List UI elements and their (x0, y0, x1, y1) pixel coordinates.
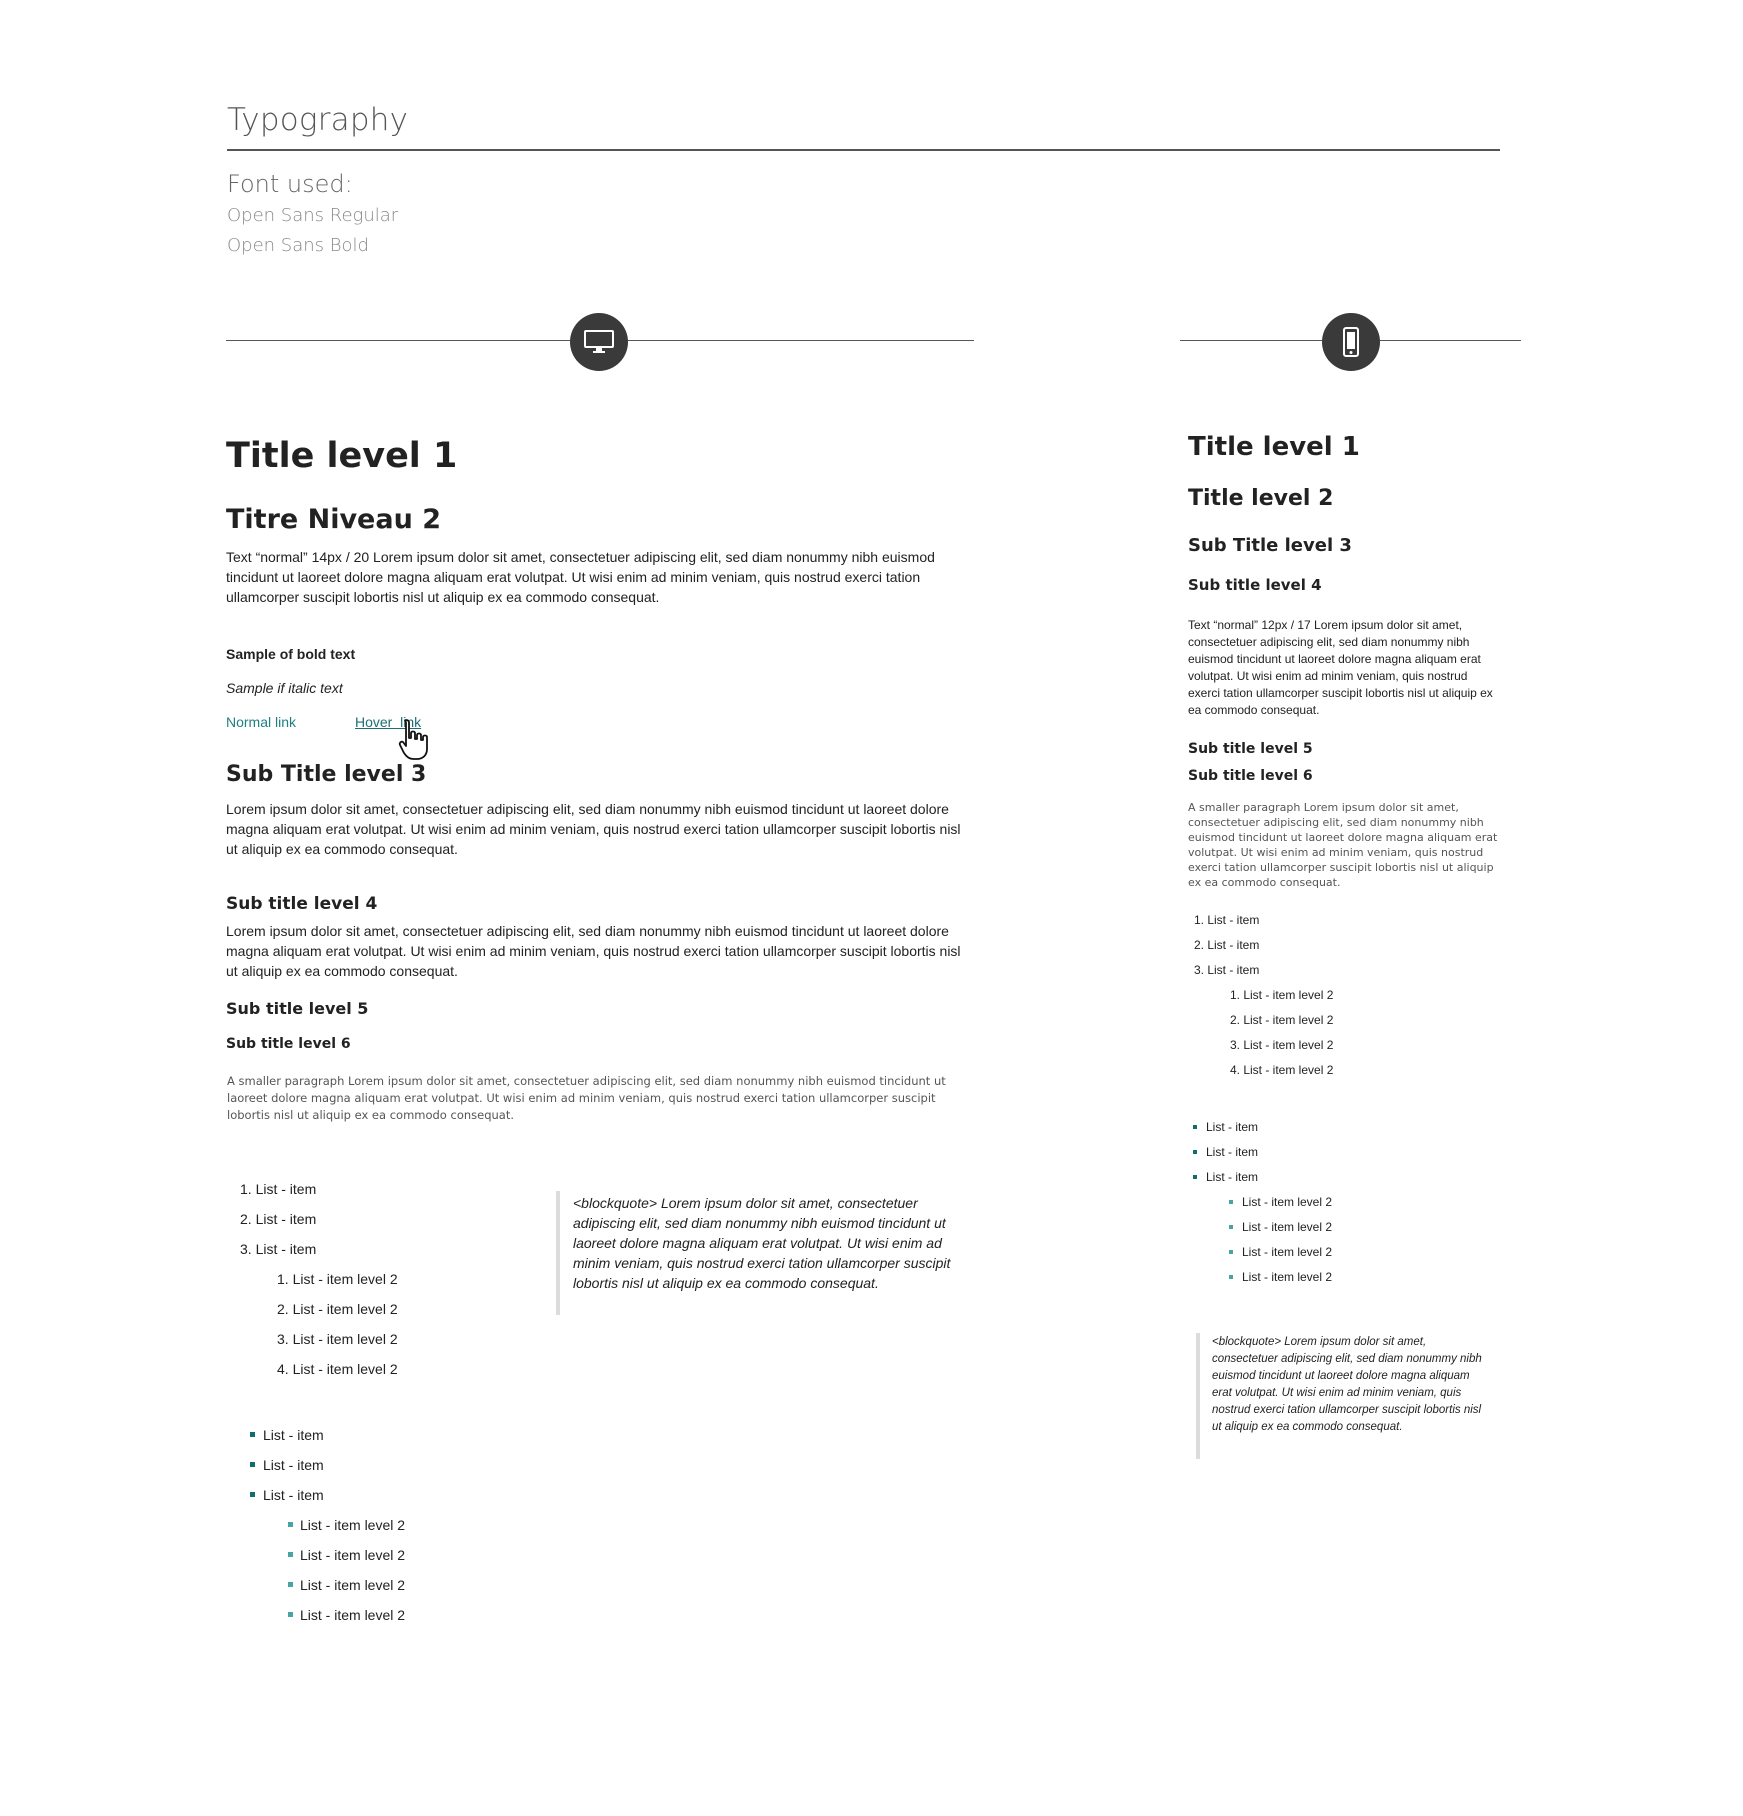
list-item-level-2: 4. List - item level 2 (1230, 1063, 1334, 1077)
list-item-level-2: List - item level 2 (1242, 1220, 1333, 1234)
list-item: List - item (263, 1427, 324, 1443)
list-item: List - item (1206, 1120, 1259, 1134)
desktop-blockquote: <blockquote> Lorem ipsum dolor sit amet, consectetuer adipiscing elit, sed diam nonummy nibh euismod tincidunt ut laoreet dolore magna aliquam erat volutpat. Ut wisi enim ad minim veniam, quis nostrud exerci tation ullamcorper suscipit lobortis nisl ut aliquip ex ea commodo consequat. (573, 1195, 951, 1291)
list-item-level-2: List - item level 2 (300, 1547, 406, 1563)
list-item: 1. List - item (240, 1181, 317, 1197)
smartphone-icon (1343, 327, 1359, 357)
list-item-level-2: List - item level 2 (300, 1577, 406, 1593)
desktop-sub-title-5: Sub title level 5 (226, 999, 369, 1018)
list-item: 2. List - item (1194, 938, 1260, 952)
mobile-sub-title-4: Sub title level 4 (1188, 576, 1322, 594)
bullet-icon (288, 1552, 293, 1557)
bullet-icon (250, 1492, 255, 1497)
desktop-sub-title-4: Sub title level 4 (226, 894, 378, 914)
bullet-icon (1193, 1125, 1197, 1129)
list-item: 1. List - item (1194, 913, 1260, 927)
desktop-bold-text: Sample of bold text (226, 646, 356, 662)
list-item-level-2: List - item level 2 (300, 1607, 406, 1623)
list-item: 3. List - item (1194, 963, 1260, 977)
bullet-icon (1193, 1150, 1197, 1154)
mobile-small-paragraph: A smaller paragraph Lorem ipsum dolor sit amet, consectetuer adipiscing elit, sed diam nonummy nibh euismod tincidunt ut laoreet dolore magna aliquam erat volutpat. Ut wisi enim ad minim veniam, quis nostrud exerci tation ullamcorper suscipit lobortis nisl ut aliquip ex ea commodo consequat. (1188, 801, 1498, 889)
mobile-title-level-1: Title level 1 (1188, 432, 1360, 462)
font-used-label: Font used: (227, 170, 353, 198)
desktop-monitor-icon (584, 330, 614, 354)
mobile-blockquote: <blockquote> Lorem ipsum dolor sit amet, consectetuer adipiscing elit, sed diam nonummy nibh euismod tincidunt ut laoreet dolore magna aliquam erat volutpat. Ut wisi enim ad minim veniam, quis nostrud exerci tation ullamcorper suscipit lobortis nisl ut aliquip ex ea commodo consequat. (1212, 1336, 1482, 1433)
desktop-title-level-1: Title level 1 (226, 436, 458, 476)
bullet-icon (288, 1612, 293, 1617)
mobile-sub-title-6: Sub title level 6 (1188, 768, 1313, 784)
list-item: 3. List - item (240, 1241, 317, 1257)
desktop-sub-title-6: Sub title level 6 (226, 1036, 351, 1052)
bullet-icon (288, 1582, 293, 1587)
list-item-level-2: List - item level 2 (1242, 1245, 1333, 1259)
desktop-title-level-2: Titre Niveau 2 (226, 504, 441, 535)
list-item-level-2: 2. List - item level 2 (277, 1301, 398, 1317)
bullet-icon (1193, 1175, 1197, 1179)
mobile-sub-title-5: Sub title level 5 (1188, 741, 1313, 757)
list-item-level-2: 2. List - item level 2 (1230, 1013, 1334, 1027)
bullet-icon (250, 1432, 255, 1437)
list-item-level-2: 1. List - item level 2 (1230, 988, 1334, 1002)
mobile-sub-title-3: Sub Title level 3 (1188, 535, 1352, 556)
bullet-icon (288, 1522, 293, 1527)
bullet-icon (1229, 1200, 1233, 1204)
desktop-blockquote-bar (556, 1191, 560, 1315)
mobile-normal-text: Text “normal” 12px / 17 Lorem ipsum dolor sit amet, consectetuer adipiscing elit, sed diam nonummy nibh euismod tincidunt ut laoreet dolore magna aliquam erat volutpat. Ut wisi enim ad minim veniam, quis nostrud exerci tation ullamcorper suscipit lobortis nisl ut aliquip ex ea commodo consequat. (1188, 618, 1493, 717)
mobile-title-level-2: Title level 2 (1188, 486, 1334, 511)
desktop-paragraph-4: Lorem ipsum dolor sit amet, consectetuer adipiscing elit, sed diam nonummy nibh euismod tincidunt ut laoreet dolore magna aliquam erat volutpat. Ut wisi enim ad minim veniam, quis nostrud exerci tation ullamcorper suscipit lobortis nisl ut aliquip ex ea commodo consequat. (226, 923, 961, 979)
font-item-regular: Open Sans Regular (227, 205, 399, 226)
bullet-icon (1229, 1250, 1233, 1254)
list-item-level-2: List - item level 2 (300, 1517, 406, 1533)
list-item-level-2: 4. List - item level 2 (277, 1361, 398, 1377)
list-item-level-2: List - item level 2 (1242, 1270, 1333, 1284)
list-item: List - item (1206, 1145, 1259, 1159)
bullet-icon (1229, 1225, 1233, 1229)
list-item: List - item (263, 1457, 324, 1473)
desktop-paragraph-3: Lorem ipsum dolor sit amet, consectetuer adipiscing elit, sed diam nonummy nibh euismod tincidunt ut laoreet dolore magna aliquam erat volutpat. Ut wisi enim ad minim veniam, quis nostrud exerci tation ullamcorper suscipit lobortis nisl ut aliquip ex ea commodo consequat. (226, 801, 961, 857)
list-item: 2. List - item (240, 1211, 317, 1227)
title-divider (227, 149, 1500, 151)
desktop-sub-title-3: Sub Title level 3 (226, 762, 427, 787)
mobile-blockquote-bar (1196, 1333, 1200, 1459)
list-item-level-2: List - item level 2 (1242, 1195, 1333, 1209)
desktop-small-paragraph: A smaller paragraph Lorem ipsum dolor sit amet, consectetuer adipiscing elit, sed diam nonummy nibh euismod tincidunt ut laoreet dolore magna aliquam erat volutpat. Ut wisi enim ad minim veniam, quis nostrud exerci tation ullamcorper suscipit lobortis nisl ut aliquip ex ea commodo consequat. (227, 1074, 946, 1122)
mobile-badge (1322, 313, 1380, 371)
list-item-level-2: 1. List - item level 2 (277, 1271, 398, 1287)
page-title: Typography (227, 102, 409, 138)
bullet-icon (1229, 1275, 1233, 1279)
desktop-badge (570, 313, 628, 371)
hover-link[interactable]: Hover link (355, 714, 422, 730)
bullet-icon (250, 1462, 255, 1467)
list-item: List - item (263, 1487, 324, 1503)
list-item-level-2: 3. List - item level 2 (277, 1331, 398, 1347)
desktop-italic-text: Sample if italic text (226, 680, 343, 696)
hand-cursor-icon (398, 718, 432, 762)
list-item: List - item (1206, 1170, 1259, 1184)
normal-link[interactable]: Normal link (226, 714, 297, 730)
font-item-bold: Open Sans Bold (227, 235, 369, 256)
list-item-level-2: 3. List - item level 2 (1230, 1038, 1334, 1052)
desktop-normal-text: Text “normal” 14px / 20 Lorem ipsum dolor sit amet, consectetuer adipiscing elit, sed diam nonummy nibh euismod tincidunt ut laoreet dolore magna aliquam erat volutpat. Ut wisi enim ad minim veniam, quis nostrud exerci tation ullamcorper suscipit lobortis nisl ut aliquip ex ea commodo consequat. (226, 549, 935, 605)
